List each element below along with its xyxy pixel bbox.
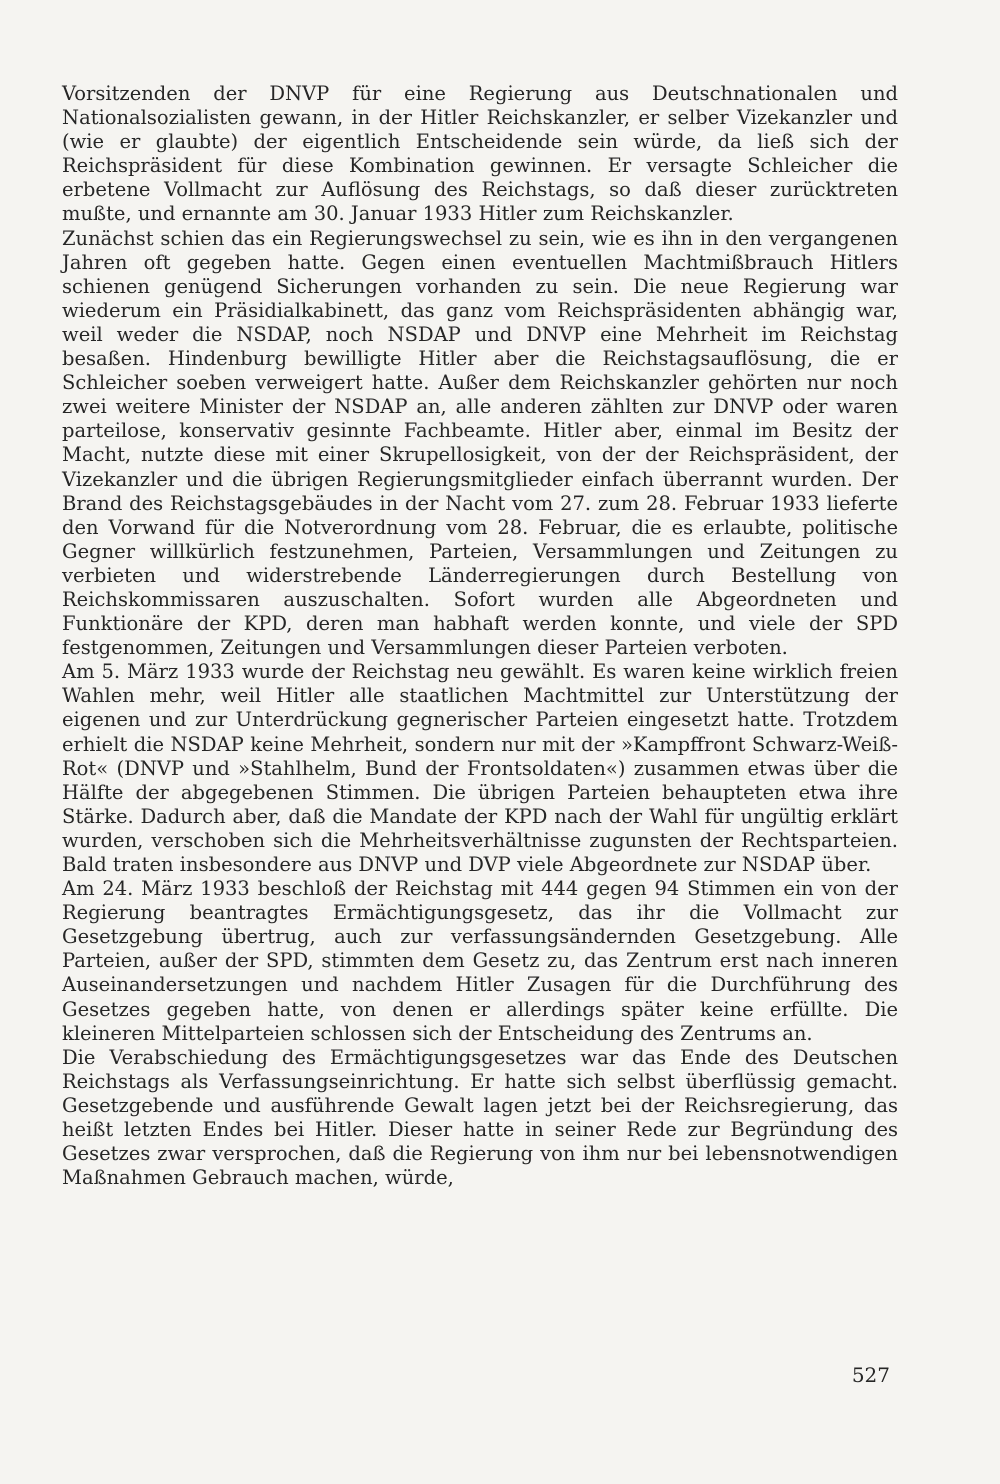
paragraph-3: Am 5. März 1933 wurde der Reichstag neu gewählt. Es waren keine wirklich freien Wahlen mehr, weil Hitler alle staatlichen Machtmittel zur Unterstützung der eigenen und zur Unterdrückung gegnerischer Parteien eingesetzt hatte. Trotzdem erhielt die NSDAP keine Mehrheit, sondern nur mit der »Kampffront Schwarz-Weiß-Rot« (DNVP und »Stahlhelm, Bund der Frontsoldaten«) zusammen etwas über die Hälfte der abgegebenen Stimmen. Die übrigen Parteien behaupteten etwa ihre Stärke. Dadurch aber, daß die Mandate der KPD nach der Wahl für ungültig erklärt wurden, verschoben sich die Mehrheitsverhältnisse zugunsten der Rechtsparteien. Bald traten insbesondere aus DNVP und DVP viele Abgeordnete zur NSDAP über. — [62, 660, 898, 876]
paragraph-5: Die Verabschiedung des Ermächtigungsgesetzes war das Ende des Deutschen Reichstags als Verfassungseinrichtung. Er hatte sich selbst überflüssig gemacht. Gesetzgebende und ausführende Gewalt lagen jetzt bei der Reichsregierung, das heißt letzten Endes bei Hitler. Dieser hatte in seiner Rede zur Begründung des Gesetzes zwar versprochen, daß die Regierung von ihm nur bei lebensnotwendigen Maßnahmen Gebrauch machen, würde, — [62, 1045, 898, 1190]
paragraph-4: Am 24. März 1933 beschloß der Reichstag mit 444 gegen 94 Stimmen ein von der Regierung beantragtes Ermächtigungsgesetz, das ihr die Vollmacht zur Gesetzgebung übertrug, auch zur verfassungsändernden Gesetzgebung. Alle Parteien, außer der SPD, stimmten dem Gesetz zu, das Zentrum erst nach inneren Auseinandersetzungen und nachdem Hitler Zusagen für die Durchführung des Gesetzes gegeben hatte, von denen er allerdings später keine erfüllte. Die kleineren Mittelparteien schlossen sich der Entscheidung des Zentrums an. — [62, 877, 898, 1045]
paragraph-1: Vorsitzenden der DNVP für eine Regierung aus Deutschnationalen und Nationalsozialisten gewann, in der Hitler Reichskanzler, er selber Vizekanzler und (wie er glaubte) der eigentlich Entscheidende sein würde, da ließ sich der Reichspräsident für diese Kombination gewinnen. Er versagte Schleicher die erbetene Vollmacht zur Auflösung des Reichstags, so daß dieser zurücktreten mußte, und ernannte am 30. Januar 1933 Hitler zum Reichskanzler. — [62, 82, 898, 226]
body-text — [62, 82, 898, 1190]
page-number: 527 — [851, 1363, 890, 1387]
paragraph-2: Zunächst schien das ein Regierungswechsel zu sein, wie es ihn in den vergangenen Jahren oft gegeben hatte. Gegen einen eventuellen Machtmißbrauch Hitlers schienen genügend Sicherungen vorhanden zu sein. Die neue Regierung war wiederum ein Präsidialkabinett, das ganz vom Reichspräsidenten abhängig war, weil weder die NSDAP, noch NSDAP und DNVP eine Mehrheit im Reichstag besaßen. Hindenburg bewilligte Hitler aber die Reichstagsauflösung, die er Schleicher soeben verweigert hatte. Außer dem Reichskanzler gehörten nur noch zwei weitere Minister der NSDAP an, alle anderen zählten zur DNVP oder waren parteilose, konservativ gesinnte Fachbeamte. Hitler aber, einmal im Besitz der Macht, nutzte diese mit einer Skrupellosigkeit, von der der Reichspräsident, der Vizekanzler und die übrigen Regierungsmitglieder einfach überrannt wurden. Der Brand des Reichstagsgebäudes in der Nacht vom 27. zum 28. Februar 1933 lieferte den Vorwand für die Notverordnung vom 28. Februar, die es erlaubte, politische Gegner willkürlich festzunehmen, Parteien, Versammlungen und Zeitungen zu verbieten und widerstrebende Länderregierungen durch Bestellung von Reichskommissaren auszuschalten. Sofort wurden alle Abgeordneten und Funktionäre der KPD, deren man habhaft werden konnte, und viele der SPD festgenommen, Zeitungen und Versammlungen dieser Parteien verboten. — [62, 226, 898, 660]
